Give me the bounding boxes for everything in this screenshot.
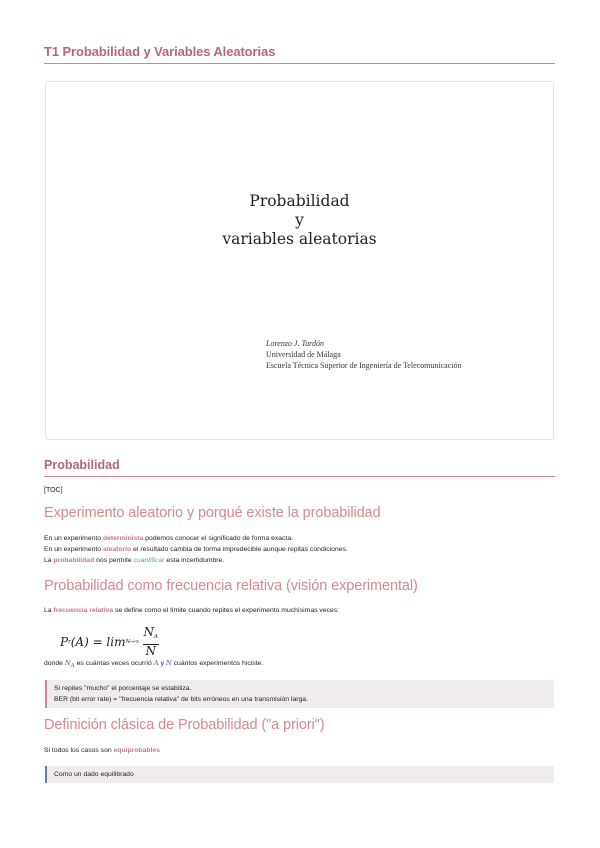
paragraph-frecuencia-1 — [44, 605, 339, 616]
heading-experimento: Experimento aleatorio y porqué existe la probabilidad — [44, 505, 381, 521]
text: el resultado cambia de forma impredecible aunque repitas condiciones. — [131, 546, 348, 553]
callout-clasica — [45, 766, 554, 783]
cover-title-line2: y — [295, 211, 304, 229]
paragraph-experimento-2 — [44, 544, 348, 555]
formula-frecuencia-relativa — [60, 626, 159, 658]
highlight-determinista: determinista — [102, 535, 144, 542]
cover-title — [46, 192, 553, 249]
text: se define como el límite cuando repites el experimento muchísimas veces: — [113, 607, 340, 614]
text: donde — [44, 660, 65, 667]
text: y — [158, 660, 166, 667]
callout-clasica-text: Como un dado equilibrado — [54, 771, 134, 778]
highlight-aleatorio: aleatorio — [102, 546, 132, 553]
heading-frecuencia: Probabilidad como frecuencia relativa (visión experimental) — [44, 578, 418, 594]
text: podemos conocer el significado de forma exacta. — [143, 535, 293, 542]
section-title: Probabilidad — [44, 458, 555, 477]
cover-title-line3: variables aleatorias — [222, 230, 377, 248]
cover-affiliation-2: Escuela Técnica Superior de Ingeniería de Telecomunicación — [266, 361, 462, 370]
formula-numerator — [143, 626, 159, 645]
paragraph-experimento-1 — [44, 533, 293, 544]
text: La — [44, 607, 54, 614]
text: A — [154, 634, 158, 640]
toc-marker: [TOC] — [44, 487, 63, 494]
highlight-equiprobables: equiprobables — [113, 747, 160, 754]
formula-fraction — [143, 626, 159, 658]
math-n: N — [165, 659, 172, 667]
highlight-cuantificar: cuantificar — [133, 557, 165, 564]
callout-line-2: BER (bit error rate) = "frecuencia relativa" de bits erróneos en una transmisión larga. — [54, 696, 308, 703]
highlight-probabilidad: probabilidad — [53, 557, 95, 564]
text: N — [64, 659, 71, 667]
text: cuántos experimentos hiciste. — [171, 660, 264, 667]
callout-frecuencia — [45, 680, 554, 708]
cover-slide — [45, 81, 554, 440]
paragraph-clasica-1 — [44, 745, 160, 756]
text: La — [44, 557, 54, 564]
text: nos permite — [94, 557, 134, 564]
cover-title-line1: Probabilidad — [249, 192, 350, 210]
text: Si todos los casos son — [44, 747, 114, 754]
text: En un experimento — [44, 535, 103, 542]
heading-clasica: Definición clásica de Probabilidad ("a priori") — [44, 717, 325, 733]
callout-line-1: Si repites "mucho" el porcentaje se estabiliza. — [54, 685, 192, 692]
cover-affiliation-1: Universidad de Málaga — [266, 350, 341, 359]
math-a: A — [153, 659, 159, 667]
text: A — [70, 663, 75, 669]
math-na — [65, 659, 75, 667]
cover-author-block — [266, 338, 462, 371]
formula-p: P — [60, 635, 69, 649]
text: esta incertidumbre. — [164, 557, 225, 564]
formula-p-sub: r — [68, 639, 71, 645]
text: N — [143, 625, 155, 639]
text: es cuántas veces ocurrió — [74, 660, 154, 667]
formula-arg: (A) = lim — [70, 635, 126, 649]
highlight-frecuencia-relativa: frecuencia relativa — [53, 607, 114, 614]
document-title: T1 Probabilidad y Variables Aleatorias — [44, 44, 555, 64]
paragraph-experimento-3 — [44, 555, 224, 566]
text: En un experimento — [44, 546, 103, 553]
formula-denominator: N — [145, 644, 156, 658]
paragraph-frecuencia-2 — [44, 658, 263, 672]
cover-author: Lorenzo J. Tardón — [266, 339, 325, 348]
formula-lim-sub: N→∞ — [125, 639, 140, 645]
